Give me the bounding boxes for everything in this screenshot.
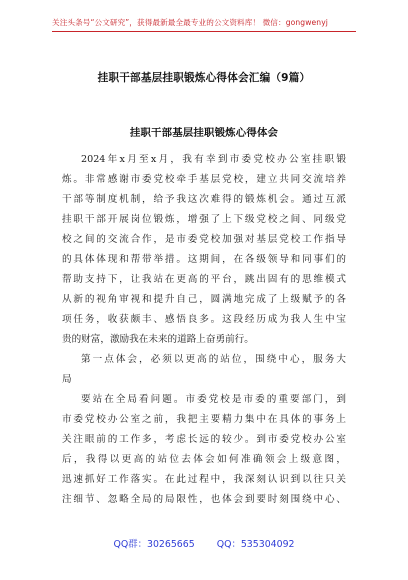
paragraph-line: 项任务，收获颇丰、感悟良多。这段经历成为我人生中宝 [62, 314, 346, 325]
footer-qq-number: QQ：535304092 [216, 539, 295, 550]
section-heading-line: 第一点体会，必须以更高的站位，围绕中心，服务大 [81, 354, 346, 365]
paragraph-line: 校之间的交流合作，是市委党校加强对基层党校工作指导 [62, 234, 346, 245]
paragraph-line: 后，我得以更高的站位去体会如何准确领会上级意图， [62, 454, 346, 465]
paragraph-line: 贵的财富，激励我在未来的道路上奋勇前行。 [62, 334, 254, 345]
section-heading-line: 局 [62, 374, 72, 385]
paragraph-line: 炼。非常感谢市委党校牵手基层党校，建立共同交流培养 [62, 174, 346, 185]
paragraph-line: 迅速抓好工作落实。在此过程中，我深刻认识到以往只关 [62, 474, 346, 485]
paragraph-line: 的具体体现和帮带举措。这期间，在各级领导和同事们的 [62, 254, 346, 265]
paragraph-line: 2024年x月至x月，我有幸到市委党校办公室挂职锻 [81, 154, 346, 165]
footer-contact [0, 536, 408, 550]
paragraph-line: 关注眼前的工作多，考虑长远的较少。到市委党校办公室 [62, 434, 346, 445]
paragraph-line: 从新的视角审视和提升自己，圆满地完成了上级赋予的各 [62, 294, 346, 305]
article-body [62, 150, 346, 510]
footer-qq-group: QQ群：30265665 [113, 539, 195, 550]
paragraph-line: 挂职干部开展岗位锻炼，增强了上下级党校之间、同级党 [62, 214, 346, 225]
article-title: 挂职干部基层挂职锻炼心得体会 [129, 127, 279, 139]
document-title: 挂职干部基层挂职锻炼心得体会汇编（9篇） [97, 72, 311, 84]
paragraph-line: 帮助支持下，让我站在更高的平台，跳出固有的思维模式 [62, 274, 346, 285]
paragraph-line: 市委党校办公室之前，我把主要精力集中在具体的事务上 [62, 414, 346, 425]
paragraph-line: 要站在全局看问题。市委党校是市委的重要部门，到 [81, 394, 346, 405]
paragraph-line: 干部等制度机制，给予我这次难得的锻炼机会。通过互派 [62, 194, 346, 205]
header-divider [52, 31, 356, 32]
header-banner: 关注头条号“公文研究”，获得最新最全最专业的公文资料库！ 微信：gongwenyj [52, 18, 328, 27]
paragraph-line: 注细节、忽略全局的局限性，也体会到要时刻围绕中心、 [62, 494, 346, 505]
